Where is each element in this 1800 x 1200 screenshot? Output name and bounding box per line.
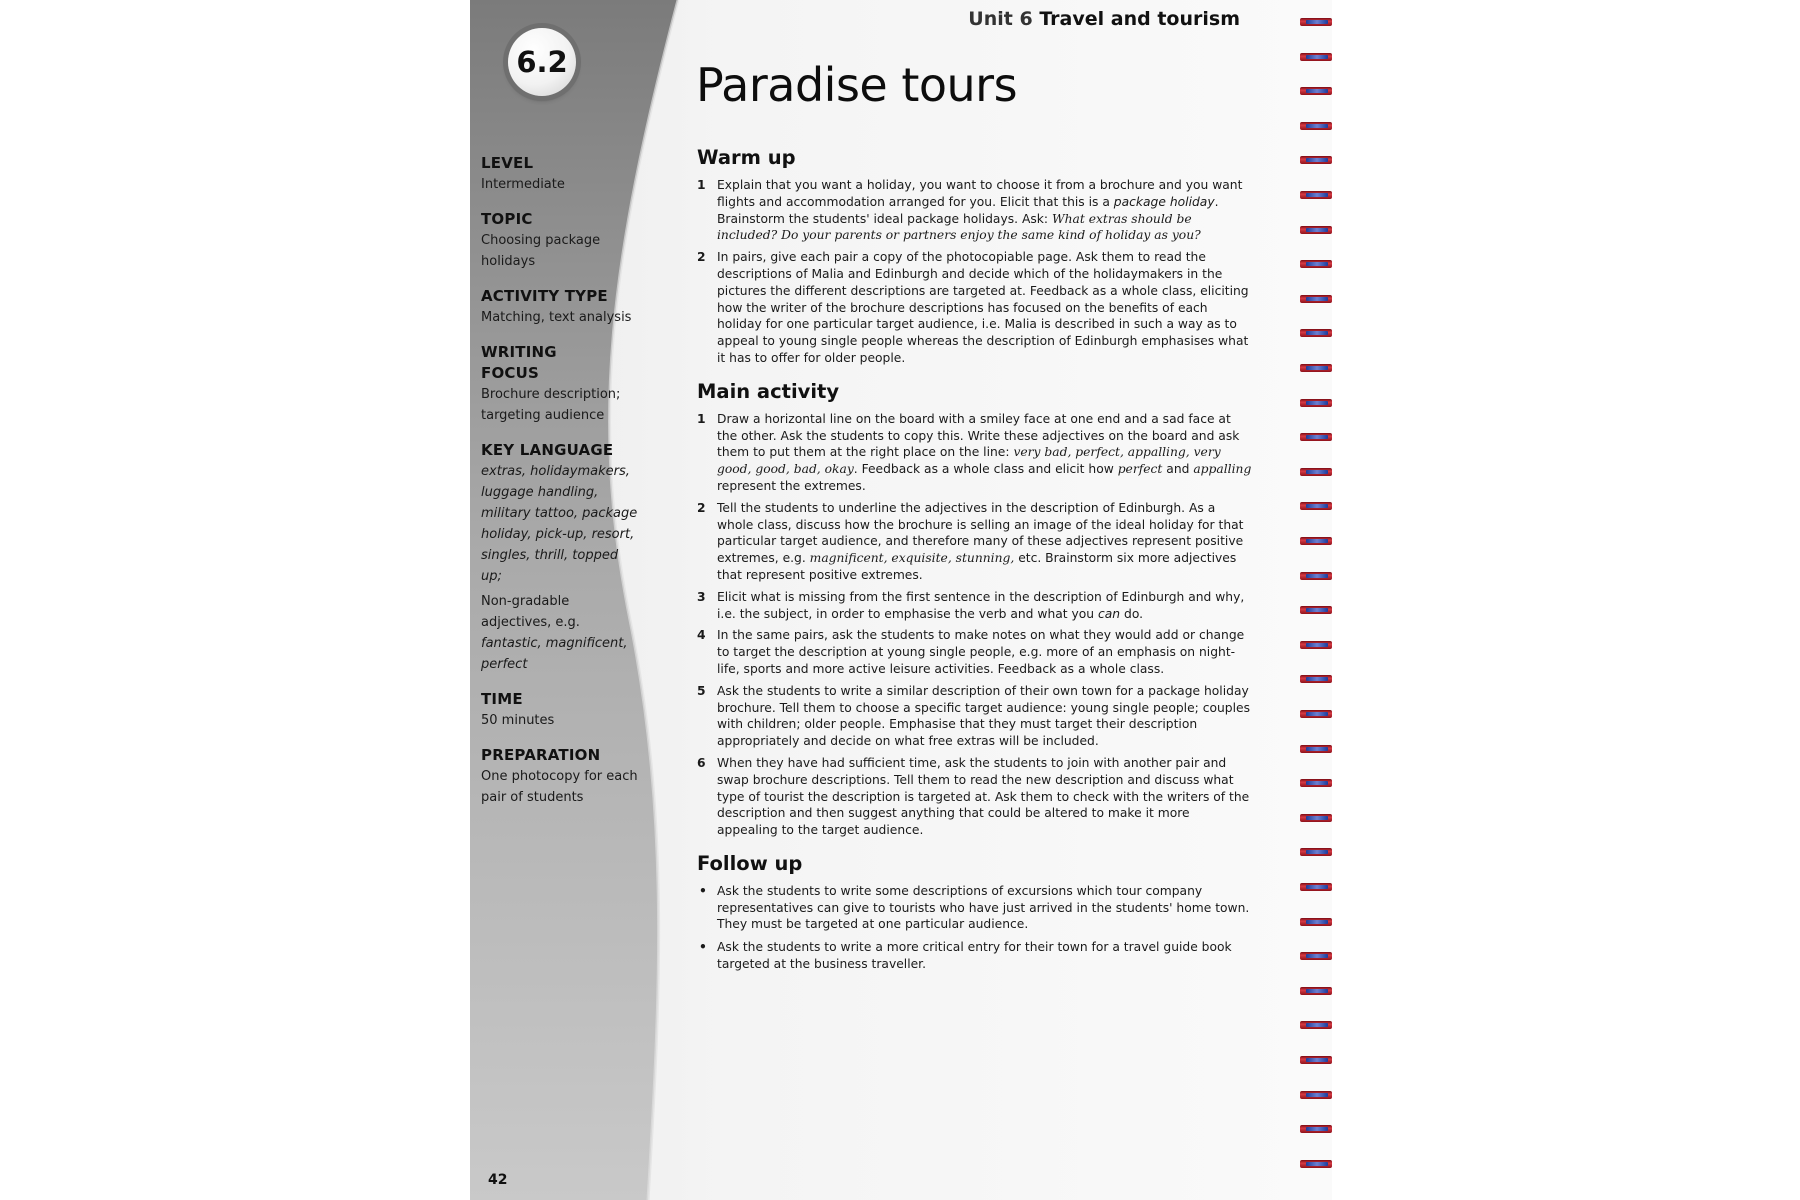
follow-up-heading: Follow up (697, 851, 803, 875)
spiral-ring (1300, 637, 1334, 653)
spiral-hole (1306, 401, 1328, 405)
key-language-label: KEY LANGUAGE (481, 441, 614, 459)
spiral-hole (1306, 816, 1328, 820)
spiral-hole (1306, 920, 1328, 924)
activity-number-badge: 6.2 (508, 28, 576, 96)
spiral-ring (1300, 1121, 1334, 1137)
list-item (697, 683, 1252, 750)
preparation-value: One photocopy for each pair of students (481, 769, 638, 805)
spiral-hole (1306, 1058, 1328, 1062)
step-text: Elicit what is missing from the first sentence in the description of Edinburgh and why, i.e. the subject, in order to emphasise the verb and what you (717, 589, 1245, 621)
spiral-hole (1306, 504, 1328, 508)
step-text: do. (1120, 606, 1144, 621)
spiral-ring (1300, 706, 1334, 722)
bullet-icon: • (699, 940, 707, 955)
follow-up-section (697, 851, 1252, 973)
spiral-hole (1306, 1093, 1328, 1097)
spiral-hole (1306, 55, 1328, 59)
spiral-hole (1306, 989, 1328, 993)
key-language-examples: fantastic, magnificent, perfect (481, 636, 628, 672)
spiral-ring (1300, 14, 1334, 30)
spiral-hole (1306, 89, 1328, 93)
step-term: package holiday (1113, 194, 1215, 209)
spiral-hole (1306, 228, 1328, 232)
spiral-ring (1300, 360, 1334, 376)
unit-header (968, 8, 1240, 30)
spiral-ring (1300, 568, 1334, 584)
spiral-hole (1306, 20, 1328, 24)
step-text: and (1162, 462, 1194, 477)
step-number: 4 (697, 628, 706, 643)
spiral-ring (1300, 671, 1334, 687)
list-item (697, 939, 1252, 973)
topic-value: Choosing package holidays (481, 233, 601, 269)
spiral-hole (1306, 643, 1328, 647)
spiral-ring (1300, 256, 1334, 272)
spiral-hole (1306, 539, 1328, 543)
spiral-ring (1300, 1052, 1334, 1068)
lesson-content (697, 145, 1252, 985)
bullet-icon: • (699, 883, 707, 898)
step-question: What extras should be included? Do your parents or partners enjoy the same kind of holiday as you? (717, 211, 1201, 243)
bullet-text: Ask the students to write a more critical entry for their town for a travel guide book targeted at the business traveller. (717, 940, 1232, 972)
spiral-hole (1306, 954, 1328, 958)
spiral-ring (1300, 533, 1334, 549)
topic-label: TOPIC (481, 210, 533, 228)
activity-info-sidebar (481, 153, 641, 822)
book-page (470, 0, 1332, 1200)
page-number: 42 (488, 1172, 508, 1188)
spiral-ring (1300, 741, 1334, 757)
writing-focus-label: WRITING FOCUS (481, 343, 557, 382)
spiral-hole (1306, 747, 1328, 751)
spiral-ring (1300, 49, 1334, 65)
page-title: Paradise tours (696, 58, 1018, 112)
level-block (481, 153, 641, 195)
preparation-block (481, 745, 641, 808)
spiral-hole (1306, 262, 1328, 266)
key-language-list: extras, holidaymakers, luggage handling, military tattoo, package holiday, pick-up, resort, singles, thrill, topped up; (481, 464, 638, 584)
spiral-hole (1306, 331, 1328, 335)
level-value: Intermediate (481, 177, 565, 192)
writing-focus-value: Brochure description; targeting audience (481, 387, 621, 423)
step-text: Tell the students to underline the adjectives in the description of Edinburgh. As a whole class, discuss how the brochure is selling an image of the ideal holiday for that particular target audience, and therefore many of these adjectives represent positive extremes, e.g. (717, 500, 1244, 566)
spiral-ring (1300, 983, 1334, 999)
unit-title: Travel and tourism (1039, 8, 1240, 30)
step-number: 2 (697, 500, 706, 515)
spiral-hole (1306, 297, 1328, 301)
spiral-ring (1300, 464, 1334, 480)
warm-up-heading: Warm up (697, 146, 796, 169)
step-text: When they have had sufficient time, ask the students to join with another pair and swap brochure descriptions. Tell them to read the new description and discuss what type of tourist the description is targeted at. Ask them to check with the writers of the description and then suggest anything that could be altered to make it more appealing to the target audience. (717, 755, 1250, 838)
main-activity-steps (697, 411, 1252, 839)
activity-type-label: ACTIVITY TYPE (481, 287, 608, 305)
spiral-ring (1300, 844, 1334, 860)
list-item (697, 755, 1252, 839)
spiral-ring (1300, 775, 1334, 791)
spiral-ring (1300, 1156, 1334, 1172)
step-text: Ask the students to write a similar description of their own town for a package holiday brochure. Tell them to choose a specific target audience: young single people; couples with children; older people. Emphasise that they must target their description appropriately and decide on what free extras will be included. (717, 683, 1250, 749)
spiral-hole (1306, 158, 1328, 162)
spiral-hole (1306, 470, 1328, 474)
list-item (697, 500, 1252, 584)
topic-block (481, 209, 641, 272)
spiral-hole (1306, 366, 1328, 370)
spiral-ring (1300, 187, 1334, 203)
step-number: 1 (697, 411, 706, 426)
list-item (697, 883, 1252, 933)
list-item (697, 411, 1252, 495)
spiral-binding (1300, 14, 1334, 1194)
step-adjectives: magnificent, exquisite, stunning, (809, 551, 1015, 566)
activity-type-value: Matching, text analysis (481, 310, 632, 325)
spiral-ring (1300, 810, 1334, 826)
spiral-ring (1300, 325, 1334, 341)
list-item (697, 627, 1252, 677)
step-text: In pairs, give each pair a copy of the photocopiable page. Ask them to read the descriptions of Malia and Edinburgh and decide which of the holidaymakers in the pictures the different descriptions are targeted at. Feedback as a whole class, eliciting how the writer of the brochure descriptions has focused on the benefits of each holiday for one particular target audience, i.e. Malia is described in such a way as to appeal to young single people whereas the description of Edinburgh emphasises what it has to offer for older people. (717, 250, 1249, 365)
spiral-hole (1306, 677, 1328, 681)
time-block (481, 689, 641, 731)
spiral-ring (1300, 429, 1334, 445)
warm-up-section (697, 145, 1252, 367)
step-number: 1 (697, 178, 706, 192)
key-language-block (481, 440, 641, 675)
list-item (697, 177, 1252, 244)
spiral-ring (1300, 1087, 1334, 1103)
step-text: etc. Brainstorm six more adjectives that represent positive extremes. (717, 551, 1237, 582)
preparation-label: PREPARATION (481, 746, 601, 764)
step-term: can (1098, 606, 1121, 621)
spiral-ring (1300, 152, 1334, 168)
spiral-ring (1300, 395, 1334, 411)
activity-type-block (481, 286, 641, 328)
spiral-ring (1300, 948, 1334, 964)
step-term: appalling (1193, 462, 1252, 477)
spiral-ring (1300, 118, 1334, 134)
step-number: 5 (697, 683, 706, 698)
step-number: 3 (697, 589, 706, 604)
spiral-ring (1300, 914, 1334, 930)
writing-focus-block (481, 342, 641, 426)
step-adjectives: very bad, perfect, appalling, very good, good, bad, okay (717, 445, 1221, 477)
step-text: Explain that you want a holiday, you want to choose it from a brochure and you want flights and accommodation arranged for you. Elicit that this is a (717, 178, 1243, 209)
step-term: perfect (1117, 462, 1163, 477)
spiral-hole (1306, 608, 1328, 612)
spiral-hole (1306, 1127, 1328, 1131)
step-text: . Feedback as a whole class and elicit how (853, 462, 1118, 477)
key-language-extra: Non-gradable adjectives, e.g. (481, 594, 580, 630)
spiral-hole (1306, 435, 1328, 439)
spiral-ring (1300, 602, 1334, 618)
bullet-text: Ask the students to write some descriptions of excursions which tour company representatives can give to tourists who have just arrived in the students' home town. They must be targeted at one particular audience. (717, 883, 1250, 932)
spiral-hole (1306, 574, 1328, 578)
list-item (697, 589, 1252, 623)
spiral-hole (1306, 885, 1328, 889)
step-number: 2 (697, 250, 706, 265)
step-number: 6 (697, 755, 706, 770)
spiral-ring (1300, 291, 1334, 307)
spiral-hole (1306, 193, 1328, 197)
spiral-hole (1306, 1162, 1328, 1166)
time-value: 50 minutes (481, 713, 555, 728)
spiral-hole (1306, 850, 1328, 854)
spiral-ring (1300, 222, 1334, 238)
warm-up-steps (697, 177, 1252, 367)
step-text: Draw a horizontal line on the board with a smiley face at one end and a sad face at the other. Ask the students to copy this. Write these adjectives on the board and ask them to put them at the right place on the line: (717, 411, 1240, 460)
spiral-ring (1300, 498, 1334, 514)
main-activity-section (697, 379, 1252, 839)
spiral-hole (1306, 1023, 1328, 1027)
main-activity-heading: Main activity (697, 379, 840, 403)
spiral-ring (1300, 879, 1334, 895)
step-text: In the same pairs, ask the students to make notes on what they would add or change to target the description at young single people, e.g. more of an emphasis on night-life, sports and more active leisure activities. Feedback as a whole class. (717, 628, 1245, 676)
time-label: TIME (481, 690, 523, 708)
list-item (697, 249, 1252, 367)
follow-up-list (697, 883, 1252, 973)
spiral-hole (1306, 781, 1328, 785)
spiral-ring (1300, 83, 1334, 99)
step-text: represent the extremes. (717, 478, 866, 493)
spiral-hole (1306, 124, 1328, 128)
unit-number: Unit 6 (968, 8, 1033, 30)
spiral-hole (1306, 712, 1328, 716)
step-text: . Brainstorm the students' ideal package holidays. Ask: (717, 194, 1219, 226)
level-label: LEVEL (481, 154, 534, 172)
spiral-ring (1300, 1017, 1334, 1033)
